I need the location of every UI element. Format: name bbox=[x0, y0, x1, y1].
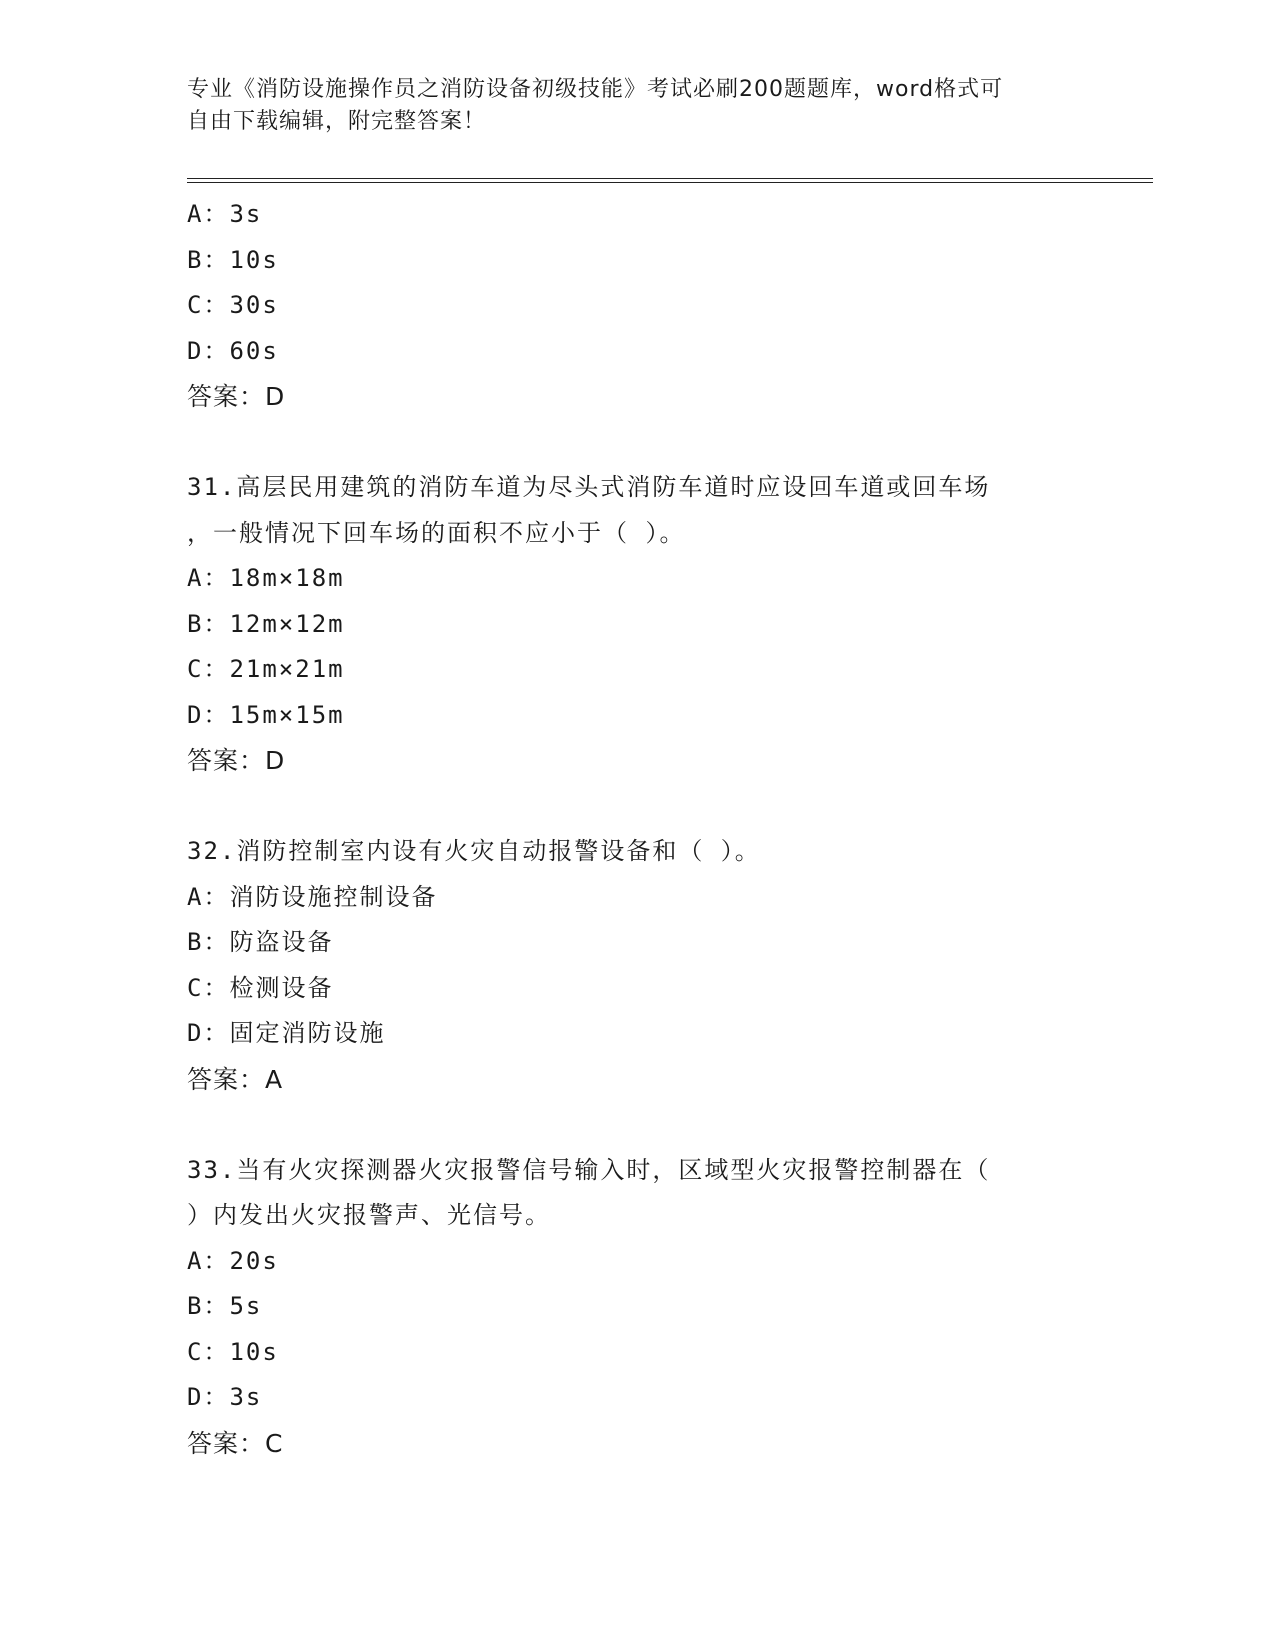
question-text-line-2: ，一般情况下回车场的面积不应小于（ ）。 bbox=[187, 518, 686, 547]
header-rule-top bbox=[187, 178, 1153, 179]
question-31 bbox=[187, 465, 1087, 784]
header-line-2: 自由下载编辑，附完整答案！ bbox=[187, 109, 487, 134]
option-a: A：3s bbox=[187, 200, 263, 228]
option-b: B：防盗设备 bbox=[187, 928, 334, 956]
question-text-line-1: 32.消防控制室内设有火灾自动报警设备和（ ）。 bbox=[187, 837, 761, 865]
question-30-tail bbox=[187, 192, 1087, 420]
option-a: A：消防设施控制设备 bbox=[187, 882, 438, 911]
option-d: D：3s bbox=[187, 1383, 263, 1411]
answer-line: 答案：C bbox=[187, 1428, 284, 1458]
answer-line: 答案：D bbox=[187, 746, 286, 775]
question-text-line-2: ）内发出火灾报警声、光信号。 bbox=[187, 1201, 551, 1229]
option-b: B：12m×12m bbox=[187, 609, 345, 638]
option-a: A：20s bbox=[187, 1246, 279, 1275]
option-c: C：检测设备 bbox=[187, 973, 334, 1002]
header-line-1: 专业《消防设施操作员之消防设备初级技能》考试必刷200题题库，word格式可 bbox=[187, 77, 1004, 102]
option-b: B：10s bbox=[187, 245, 279, 274]
header-rule-bottom bbox=[187, 182, 1153, 183]
question-text-line-1: 33.当有火灾探测器火灾报警信号输入时，区域型火灾报警控制器在（ bbox=[187, 1155, 991, 1184]
answer-line: 答案：D bbox=[187, 382, 286, 411]
option-b: B：5s bbox=[187, 1292, 263, 1320]
option-c: C：30s bbox=[187, 291, 279, 319]
question-text-line-1: 31.高层民用建筑的消防车道为尽头式消防车道时应设回车道或回车场 bbox=[187, 473, 991, 501]
option-d: D：固定消防设施 bbox=[187, 1019, 386, 1047]
question-list bbox=[187, 192, 1087, 1466]
option-c: C：21m×21m bbox=[187, 655, 345, 683]
question-33 bbox=[187, 1148, 1087, 1467]
question-32 bbox=[187, 829, 1087, 1102]
option-d: D：60s bbox=[187, 336, 279, 365]
option-d: D：15m×15m bbox=[187, 700, 345, 729]
answer-line: 答案：A bbox=[187, 1064, 284, 1094]
option-a: A：18m×18m bbox=[187, 564, 345, 592]
option-c: C：10s bbox=[187, 1337, 279, 1366]
page-header bbox=[187, 74, 1087, 138]
